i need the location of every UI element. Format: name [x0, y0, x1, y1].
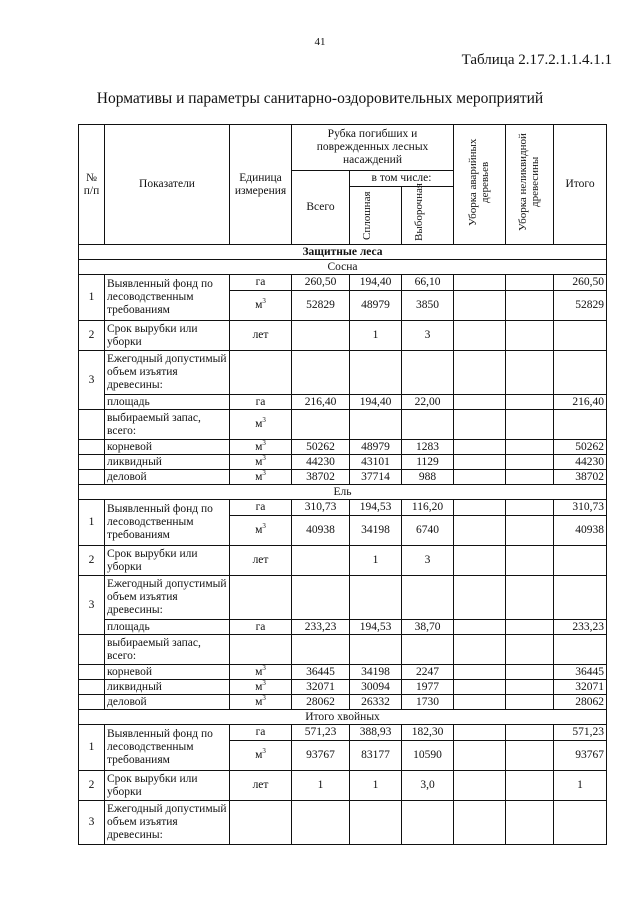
cell-empty	[506, 500, 554, 516]
cell-empty	[554, 351, 607, 395]
cell: 52829	[554, 291, 607, 321]
cell-empty	[454, 620, 506, 635]
unit-years: лет	[230, 321, 292, 351]
cell-empty	[506, 695, 554, 710]
label-liquid: ликвидный	[105, 455, 230, 470]
cell-empty	[454, 500, 506, 516]
cell-empty	[506, 455, 554, 470]
cell: 310,73	[554, 500, 607, 516]
cell-empty	[506, 275, 554, 291]
cell-empty	[402, 801, 454, 845]
unit-ha: га	[230, 725, 292, 741]
unit-m3-sup: 3	[262, 678, 266, 687]
cell-empty	[506, 470, 554, 485]
cell: 3	[402, 321, 454, 351]
unit-m3-text: м	[255, 524, 263, 537]
label-allowable: Ежегодный допустимый объем изъятия древесины:	[105, 801, 230, 845]
cell-empty	[230, 576, 292, 620]
cell-empty	[506, 771, 554, 801]
cell: 1	[350, 771, 402, 801]
cell: 44230	[554, 455, 607, 470]
cell-empty	[454, 680, 506, 695]
cell-empty	[554, 576, 607, 620]
header-total: Всего	[292, 171, 350, 245]
row-num: 1	[79, 500, 105, 546]
cell: 40938	[554, 516, 607, 546]
unit-m3-text: м	[255, 749, 263, 762]
cell-empty	[554, 546, 607, 576]
table-code: Таблица 2.17.2.1.1.4.1.1	[461, 52, 612, 68]
cell: 1	[350, 546, 402, 576]
cell-empty	[292, 321, 350, 351]
header-including: в том числе:	[350, 171, 454, 187]
cell-empty	[79, 695, 105, 710]
cell-empty	[454, 455, 506, 470]
cell-empty	[454, 516, 506, 546]
unit-m3-text: м	[255, 455, 263, 468]
cell: 93767	[292, 741, 350, 771]
cell: 34198	[350, 516, 402, 546]
header-selective	[402, 182, 454, 245]
cell: 44230	[292, 455, 350, 470]
cell-empty	[402, 351, 454, 395]
unit-m3	[230, 440, 292, 455]
cell: 194,40	[350, 275, 402, 291]
cell: 3	[402, 546, 454, 576]
unit-m3-sup: 3	[262, 453, 266, 462]
label-root: корневой	[105, 665, 230, 680]
header-indicator: Показатели	[105, 125, 230, 245]
label-term: Срок вырубки или уборки	[105, 321, 230, 351]
cell: 34198	[350, 665, 402, 680]
cell: 1129	[402, 455, 454, 470]
cell: 93767	[554, 741, 607, 771]
label-area: площадь	[105, 620, 230, 635]
cell-empty	[292, 801, 350, 845]
header-num: № п/п	[79, 125, 105, 245]
cell: 2247	[402, 665, 454, 680]
cell-empty	[230, 635, 292, 665]
cell: 36445	[554, 665, 607, 680]
cell-empty	[79, 635, 105, 665]
unit-m3-text: м	[255, 418, 263, 431]
header-felling: Рубка погибших и поврежденных лесных насаждений	[292, 125, 454, 171]
section-pine: Сосна	[79, 260, 607, 275]
cell: 52829	[292, 291, 350, 321]
cell-empty	[350, 635, 402, 665]
cell-empty	[350, 801, 402, 845]
row-num: 2	[79, 771, 105, 801]
unit-m3	[230, 470, 292, 485]
header-clear-text: Сплошная	[360, 191, 373, 240]
cell: 37714	[350, 470, 402, 485]
unit-m3-sup: 3	[262, 522, 266, 531]
cell-empty	[506, 620, 554, 635]
cell: 571,23	[292, 725, 350, 741]
label-term: Срок вырубки или уборки	[105, 546, 230, 576]
cell-empty	[506, 725, 554, 741]
unit-m3-sup: 3	[262, 468, 266, 477]
cell: 26332	[350, 695, 402, 710]
cell: 40938	[292, 516, 350, 546]
row-num: 3	[79, 351, 105, 410]
cell: 38702	[554, 470, 607, 485]
cell-empty	[230, 351, 292, 395]
cell: 233,23	[292, 620, 350, 635]
page-title: Нормативы и параметры санитарно-оздоровительных мероприятий	[96, 90, 544, 107]
cell-empty	[454, 410, 506, 440]
cell: 260,50	[554, 275, 607, 291]
unit-m3	[230, 516, 292, 546]
cell-empty	[292, 410, 350, 440]
unit-m3-text: м	[255, 470, 263, 483]
cell-empty	[454, 576, 506, 620]
unit-m3-text: м	[255, 665, 263, 678]
cell-empty	[79, 410, 105, 440]
cell: 310,73	[292, 500, 350, 516]
cell-empty	[454, 801, 506, 845]
header-illiquid	[506, 125, 554, 245]
cell: 1	[350, 321, 402, 351]
header-illiquid-text: Уборка неликвидной древесины	[517, 133, 542, 231]
cell: 1977	[402, 680, 454, 695]
label-term: Срок вырубки или уборки	[105, 771, 230, 801]
header-clear	[350, 187, 402, 245]
cell-empty	[454, 546, 506, 576]
cell-empty	[506, 291, 554, 321]
header-selective-text: Выборочная	[412, 182, 425, 241]
label-volume: выбираемый запас, всего:	[105, 410, 230, 440]
cell-empty	[454, 741, 506, 771]
unit-m3	[230, 410, 292, 440]
unit-m3	[230, 741, 292, 771]
cell: 66,10	[402, 275, 454, 291]
cell: 260,50	[292, 275, 350, 291]
cell-empty	[292, 351, 350, 395]
cell-empty	[454, 395, 506, 410]
cell: 28062	[554, 695, 607, 710]
cell-empty	[506, 576, 554, 620]
cell: 43101	[350, 455, 402, 470]
norms-table	[78, 124, 607, 845]
page-number: 41	[314, 36, 326, 48]
section-protective: Защитные леса	[79, 245, 607, 260]
unit-m3-text: м	[255, 440, 263, 453]
unit-years: лет	[230, 771, 292, 801]
cell-empty	[454, 725, 506, 741]
cell: 38,70	[402, 620, 454, 635]
cell-empty	[506, 440, 554, 455]
section-conifers: Итого хвойных	[79, 710, 607, 725]
unit-m3	[230, 665, 292, 680]
cell-empty	[454, 771, 506, 801]
cell-empty	[506, 321, 554, 351]
cell-empty	[554, 410, 607, 440]
cell: 50262	[292, 440, 350, 455]
unit-m3-sup: 3	[262, 438, 266, 447]
unit-m3-text: м	[255, 299, 263, 312]
label-fund: Выявленный фонд по лесоводственным требованиям	[105, 275, 230, 321]
label-fund: Выявленный фонд по лесоводственным требованиям	[105, 500, 230, 546]
cell-empty	[292, 546, 350, 576]
cell: 216,40	[292, 395, 350, 410]
cell-empty	[350, 351, 402, 395]
row-num: 1	[79, 275, 105, 321]
cell: 28062	[292, 695, 350, 710]
cell: 3,0	[402, 771, 454, 801]
unit-m3	[230, 680, 292, 695]
unit-ha: га	[230, 620, 292, 635]
unit-m3	[230, 291, 292, 321]
cell: 32071	[292, 680, 350, 695]
cell: 36445	[292, 665, 350, 680]
label-business: деловой	[105, 470, 230, 485]
cell-empty	[554, 635, 607, 665]
cell-empty	[454, 440, 506, 455]
row-num: 2	[79, 321, 105, 351]
cell: 216,40	[554, 395, 607, 410]
cell-empty	[350, 576, 402, 620]
cell-empty	[402, 635, 454, 665]
cell-empty	[454, 321, 506, 351]
cell-empty	[506, 410, 554, 440]
cell-empty	[402, 410, 454, 440]
unit-m3-text: м	[255, 680, 263, 693]
label-root: корневой	[105, 440, 230, 455]
unit-m3-sup: 3	[262, 663, 266, 672]
cell-empty	[506, 801, 554, 845]
header-unit: Единица измерения	[230, 125, 292, 245]
cell: 194,40	[350, 395, 402, 410]
cell: 3850	[402, 291, 454, 321]
label-business: деловой	[105, 695, 230, 710]
cell-empty	[554, 321, 607, 351]
unit-m3-sup: 3	[262, 693, 266, 702]
cell: 233,23	[554, 620, 607, 635]
label-fund: Выявленный фонд по лесоводственным требованиям	[105, 725, 230, 771]
cell-empty	[506, 635, 554, 665]
cell: 10590	[402, 741, 454, 771]
cell: 48979	[350, 440, 402, 455]
cell-empty	[350, 410, 402, 440]
cell: 38702	[292, 470, 350, 485]
cell: 1283	[402, 440, 454, 455]
unit-ha: га	[230, 275, 292, 291]
cell: 388,93	[350, 725, 402, 741]
cell: 50262	[554, 440, 607, 455]
cell-empty	[554, 801, 607, 845]
cell-empty	[506, 665, 554, 680]
unit-m3-sup: 3	[262, 747, 266, 756]
cell-empty	[79, 470, 105, 485]
cell-empty	[454, 291, 506, 321]
cell-empty	[454, 275, 506, 291]
cell: 194,53	[350, 500, 402, 516]
cell: 182,30	[402, 725, 454, 741]
cell: 1730	[402, 695, 454, 710]
unit-years: лет	[230, 546, 292, 576]
unit-m3	[230, 455, 292, 470]
row-num: 3	[79, 801, 105, 845]
cell: 194,53	[350, 620, 402, 635]
cell-empty	[79, 680, 105, 695]
cell: 32071	[554, 680, 607, 695]
cell-empty	[506, 351, 554, 395]
cell-empty	[79, 665, 105, 680]
cell-empty	[506, 516, 554, 546]
cell-empty	[506, 680, 554, 695]
label-allowable: Ежегодный допустимый объем изъятия древесины:	[105, 351, 230, 395]
cell: 988	[402, 470, 454, 485]
label-area: площадь	[105, 395, 230, 410]
cell-empty	[506, 741, 554, 771]
row-num: 3	[79, 576, 105, 635]
unit-m3-sup: 3	[262, 416, 266, 425]
cell-empty	[79, 455, 105, 470]
label-liquid: ликвидный	[105, 680, 230, 695]
header-emergency-text: Уборка аварийных деревьев	[467, 138, 492, 226]
cell: 30094	[350, 680, 402, 695]
label-volume: выбираемый запас, всего:	[105, 635, 230, 665]
cell: 6740	[402, 516, 454, 546]
cell-empty	[454, 635, 506, 665]
unit-m3-sup: 3	[262, 297, 266, 306]
header-sum: Итого	[554, 125, 607, 245]
cell-empty	[506, 546, 554, 576]
cell-empty	[506, 395, 554, 410]
unit-m3-text: м	[255, 695, 263, 708]
header-emergency	[454, 125, 506, 245]
cell: 83177	[350, 741, 402, 771]
section-spruce: Ель	[79, 485, 607, 500]
cell-empty	[79, 440, 105, 455]
cell-empty	[292, 576, 350, 620]
cell-empty	[454, 470, 506, 485]
row-num: 1	[79, 725, 105, 771]
unit-ha: га	[230, 395, 292, 410]
cell: 571,23	[554, 725, 607, 741]
cell-empty	[230, 801, 292, 845]
cell-empty	[454, 665, 506, 680]
label-allowable: Ежегодный допустимый объем изъятия древесины:	[105, 576, 230, 620]
cell: 1	[554, 771, 607, 801]
cell: 48979	[350, 291, 402, 321]
cell: 116,20	[402, 500, 454, 516]
cell-empty	[292, 635, 350, 665]
unit-ha: га	[230, 500, 292, 516]
cell: 1	[292, 771, 350, 801]
cell-empty	[402, 576, 454, 620]
unit-m3	[230, 695, 292, 710]
cell: 22,00	[402, 395, 454, 410]
cell-empty	[454, 695, 506, 710]
row-num: 2	[79, 546, 105, 576]
cell-empty	[454, 351, 506, 395]
